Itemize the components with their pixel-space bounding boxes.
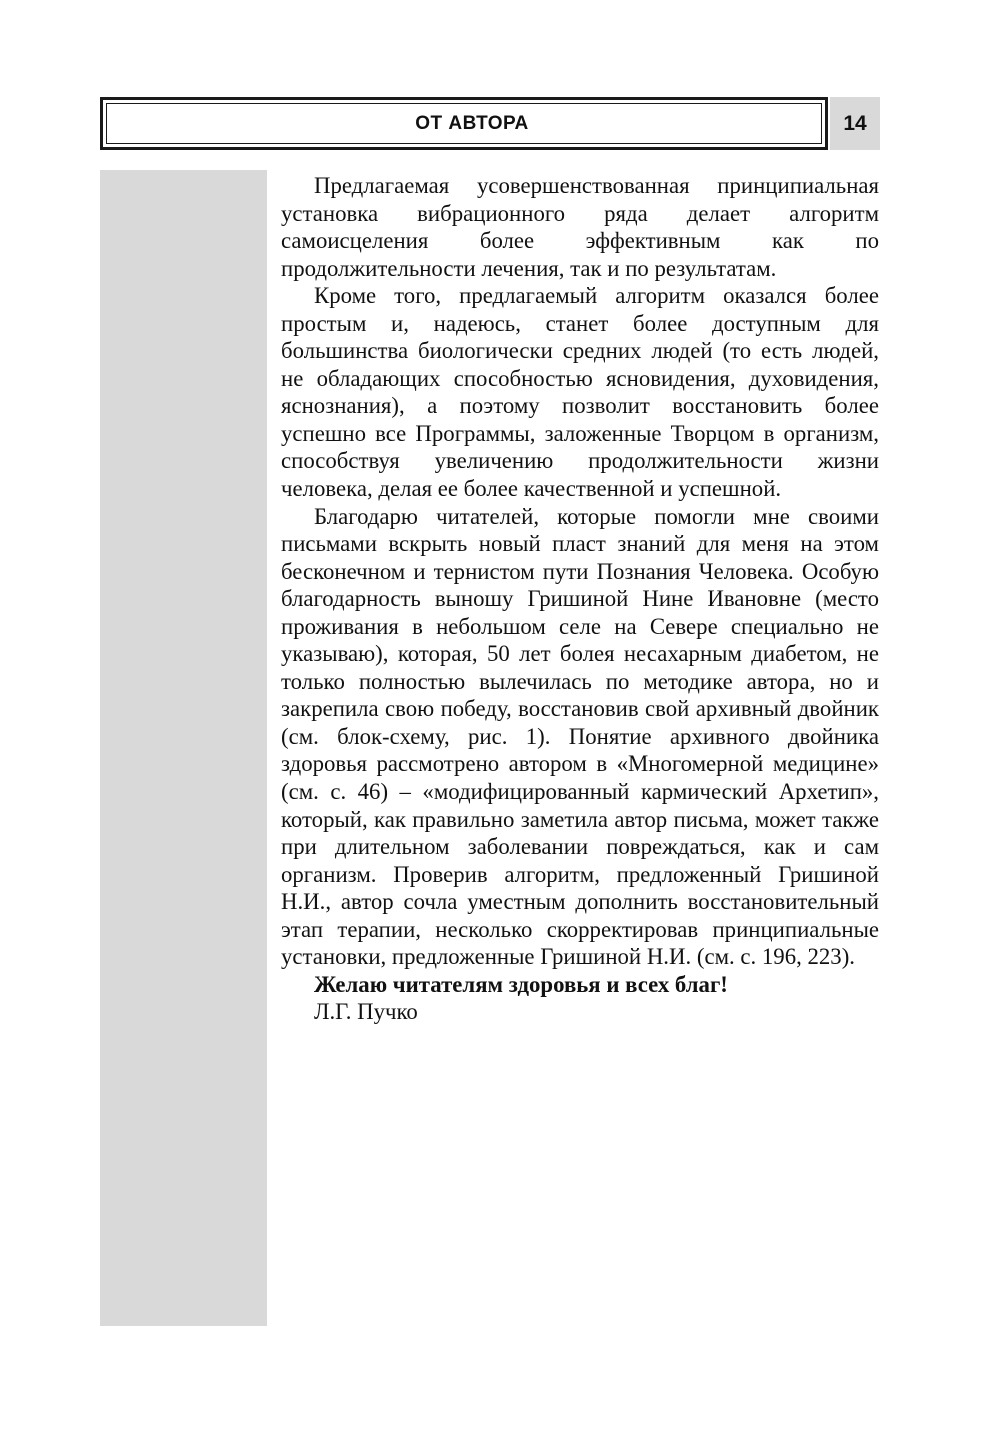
author-signature: Л.Г. Пучко bbox=[314, 999, 418, 1025]
body-text bbox=[281, 172, 879, 1026]
paragraph: Благодарю читателей, которые помогли мне своими письмами вскрыть новый пласт знаний для меня на этом бесконечном и тернистом пути Познания Человека. Особую благодарность выношу Гришиной Нине Ивановне (место проживания в небольшом селе на Севере специально не указываю), которая, 50 лет болея несахарным диабетом, не только полностью вылечилась по методике автора, но и закрепила свою победу, восстановив свой архивный двойник (см. блок-схему, рис. 1). Понятие архивного двойника здоровья рассмотрено автором в «Многомерной медицине» (см. с. 46) – «модифицированный кармический Архетип», который, как правильно заметила автор письма, может также при длительном заболевании повреждаться, как и сам организм. Проверив алгоритм, предложенный Гришиной Н.И., автор сочла уместным дополнить восстановительный этап терапии, несколько скорректировав принципиальные установки, предложенные Гришиной Н.И. (см. с. 196, 223). bbox=[281, 503, 879, 970]
page-number: 14 bbox=[830, 97, 880, 150]
side-margin-panel bbox=[100, 170, 267, 1326]
paragraph: Кроме того, предлагаемый алгоритм оказался более простым и, надеюсь, станет более доступным для большинства биологически средних людей (то есть людей, не обладающих способностью ясновидения, духовидения, яснознания), а поэтому позволит восстановить более успешно все Программы, заложенные Творцом в организм, способствуя увеличению продолжительности жизни человека, делая ее более качественной и успешной. bbox=[281, 283, 879, 502]
closing-wish: Желаю читателям здоровья и всех благ! bbox=[314, 971, 728, 997]
running-header bbox=[100, 97, 828, 150]
section-title: ОТ АВТОРА bbox=[415, 112, 529, 134]
running-header-inner-border bbox=[106, 103, 822, 144]
paragraph: Предлагаемая усовершенствованная принципиальная установка вибрационного ряда делает алгоритм самоисцеления более эффективным как по продолжительности лечения, так и по результатам. bbox=[281, 173, 879, 281]
